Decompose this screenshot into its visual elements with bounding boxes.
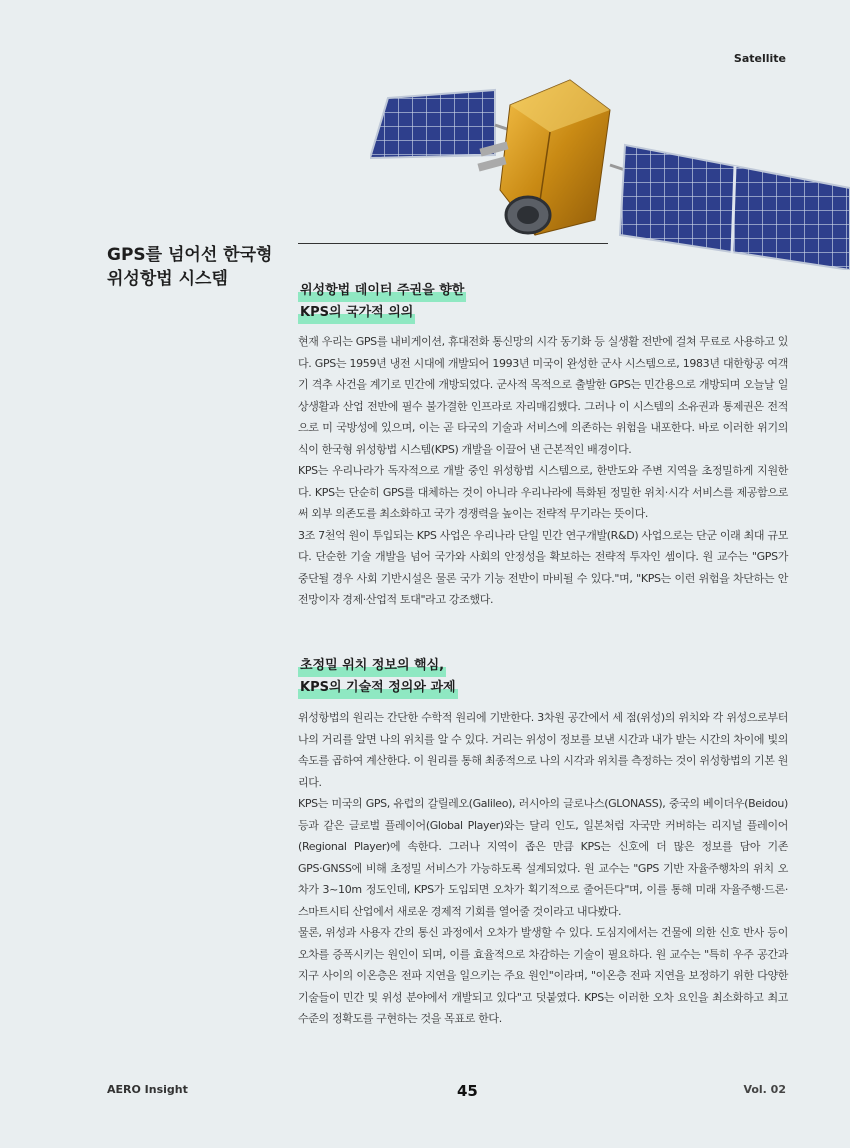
magazine-name: AERO Insight (107, 1083, 188, 1096)
article-title (107, 243, 277, 291)
section-2-heading-line1: 초정밀 위치 정보의 핵심, (298, 655, 446, 677)
paragraph: KPS는 우리나라가 독자적으로 개발 중인 위성항법 시스템으로, 한반도와 주변 지역을 초정밀하게 지원한다. KPS는 단순히 GPS를 대체하는 것이 아니라 우리나라에 특화된 정밀한 위치·시각 서비스를 제공함으로써 외부 의존도를 최소화하고 국가 경쟁력을 높이는 전략적 무기라는 뜻이다. (298, 464, 788, 520)
section-2-body (298, 707, 788, 1030)
satellite-body (477, 80, 610, 235)
paragraph: 위성항법의 원리는 간단한 수학적 원리에 기반한다. 3차원 공간에서 세 점(위성)의 위치와 각 위성으로부터 나의 거리를 알면 나의 위치를 알 수 있다. 거리는 위성이 정보를 보낸 시간과 내가 받는 시간의 차이에 빛의 속도를 곱하여 계산한다. 이 원리를 통해 최종적으로 나의 시각과 위치를 측정하는 것이 위성항법의 기본 원리다. (298, 711, 788, 789)
section-2-heading-line2: KPS의 기술적 정의와 과제 (298, 677, 458, 699)
title-divider (298, 243, 608, 244)
section-label: Satellite (733, 52, 786, 65)
satellite-illustration (370, 70, 850, 270)
paragraph: 물론, 위성과 사용자 간의 통신 과정에서 오차가 발생할 수 있다. 도심지에서는 건물에 의한 신호 반사 등이 오차를 증폭시키는 원인이 되며, 이를 효율적으로 차감하는 기술이 필요하다. 원 교수는 "특히 우주 공간과 지구 사이의 이온층은 전파 지연을 일으키는 주요 원인"이라며, "이온층 전파 지연을 보정하기 위한 다양한 기술들이 민간 및 위성 분야에서 개발되고 있다"고 덧붙였다. KPS는 이러한 오차 요인을 최소화하고 최고 수준의 정확도를 구현하는 것을 목표로 한다. (298, 926, 788, 1025)
left-solar-panel (370, 90, 495, 158)
paragraph: 현재 우리는 GPS를 내비게이션, 휴대전화 통신망의 시각 동기화 등 실생활 전반에 걸쳐 무료로 사용하고 있다. GPS는 1959년 냉전 시대에 개발되어 1993년 미국이 완성한 군사 시스템으로, 1983년 대한항공 여객기 격추 사건을 계기로 민간에 개방되었다. 군사적 목적으로 출발한 GPS는 민간용으로 개방되며 오늘날 일상생활과 산업 전반에 필수 불가결한 인프라로 자리매김했다. 그러나 이 시스템의 소유권과 통제권은 전적으로 미 국방성에 있으며, 이는 곧 타국의 기술과 서비스에 의존하는 위험을 내포한다. 바로 이러한 위기의식이 한국형 위성항법 시스템(KPS) 개발을 이끌어 낸 근본적인 배경이다. (298, 335, 788, 456)
right-solar-panel (620, 145, 850, 270)
article-title-text: GPS를 넘어선 한국형 위성항법 시스템 (107, 245, 273, 289)
section-1-heading-line1: 위성항법 데이터 주권을 향한 (298, 280, 466, 302)
paragraph: KPS는 미국의 GPS, 유럽의 갈릴레오(Galileo), 러시아의 글로나스(GLONASS), 중국의 베이더우(Beidou) 등과 같은 글로벌 플레이어(Global Player)와는 달리 인도, 일본처럼 자국만 커버하는 리지널 플레이어(Regional Player)에 속한다. 그러나 지역이 좁은 만큼 KPS는 신호에 더 많은 정보를 담아 기존 GPS·GNSS에 비해 초정밀 서비스가 가능하도록 설계되었다. 원 교수는 "GPS 기반 자율주행차의 위치 오차가 3~10m 정도인데, KPS가 도입되면 오차가 획기적으로 줄어든다"며, 이를 통해 미래 자율주행·드론·스마트시티 산업에서 새로운 경제적 기회를 열어줄 것이라고 내다봤다. (298, 797, 788, 918)
section-1-heading (298, 280, 466, 324)
section-1-heading-line2: KPS의 국가적 의의 (298, 302, 415, 324)
paragraph: 3조 7천억 원이 투입되는 KPS 사업은 우리나라 단일 민간 연구개발(R&D) 사업으로는 단군 이래 최대 규모다. 단순한 기술 개발을 넘어 국가와 사회의 안정성을 확보하는 전략적 투자인 셈이다. 원 교수는 "GPS가 중단될 경우 사회 기반시설은 물론 국가 기능 전반이 마비될 수 있다."며, "KPS는 이런 위험을 차단하는 안전망이자 경제·산업적 토대"라고 강조했다. (298, 528, 788, 606)
page-number: 45 (457, 1082, 478, 1100)
section-1-body (298, 331, 788, 611)
volume-label: Vol. 02 (743, 1083, 786, 1096)
section-2-heading (298, 655, 458, 699)
